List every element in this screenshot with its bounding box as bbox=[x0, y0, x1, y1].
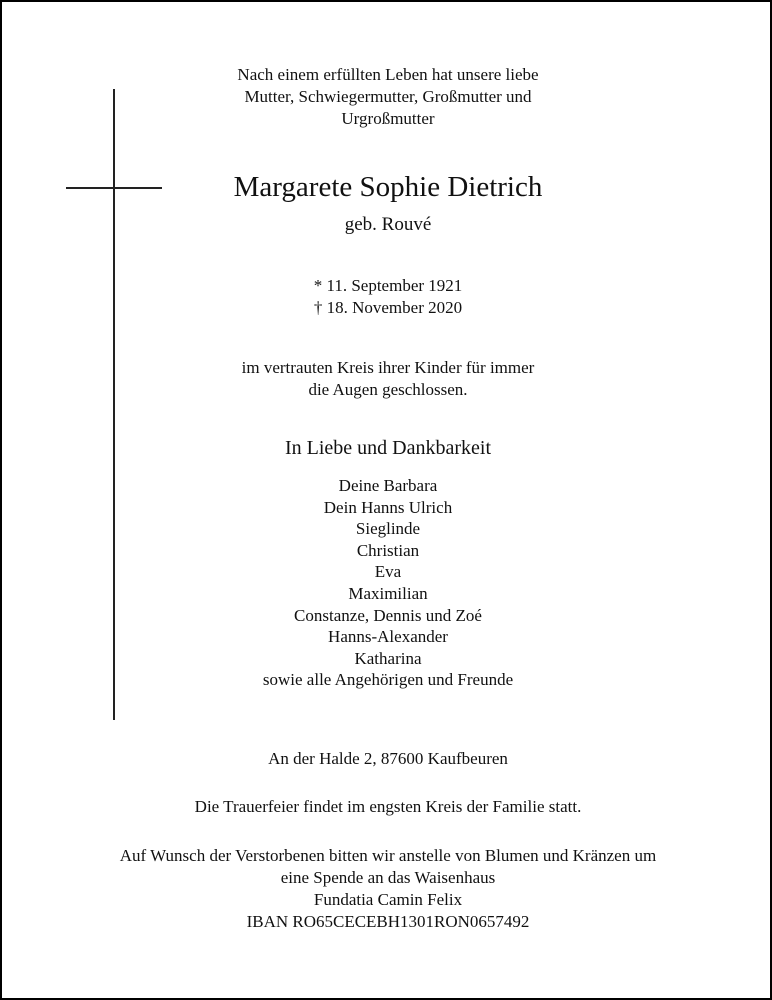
life-dates bbox=[188, 275, 588, 319]
iban: IBAN RO65CECEBH1301RON0657492 bbox=[246, 912, 530, 931]
intro-line: Nach einem erfüllten Leben hat unsere liebe bbox=[237, 65, 539, 84]
mourner-name: Sieglinde bbox=[355, 519, 421, 539]
donation-line: eine Spende an das Waisenhaus bbox=[280, 868, 496, 887]
mourner-name: Dein Hanns Ulrich bbox=[323, 497, 453, 517]
mourner-name: Maximilian bbox=[348, 583, 428, 603]
mourner-name: Christian bbox=[356, 540, 420, 560]
mourners-list bbox=[188, 475, 588, 691]
mourner-name: Katharina bbox=[354, 648, 422, 668]
intro-line: Mutter, Schwiegermutter, Großmutter und bbox=[244, 87, 532, 106]
funeral-note: Die Trauerfeier findet im engsten Kreis der Familie statt. bbox=[194, 797, 582, 816]
closing-line: im vertrauten Kreis ihrer Kinder für immer bbox=[241, 358, 535, 377]
mourner-name: Deine Barbara bbox=[338, 476, 438, 495]
donation-line: Fundatia Camin Felix bbox=[313, 890, 463, 909]
donation-line: Auf Wunsch der Verstorbenen bitten wir anstelle von Blumen und Kränzen um bbox=[119, 846, 657, 865]
address: An der Halde 2, 87600 Kaufbeuren bbox=[268, 749, 508, 768]
maiden-name: geb. Rouvé bbox=[344, 214, 432, 235]
deceased-name: Margarete Sophie Dietrich bbox=[233, 171, 543, 203]
closing-line: die Augen geschlossen. bbox=[308, 380, 468, 399]
death-date: † 18. November 2020 bbox=[313, 298, 463, 317]
mourner-name: Eva bbox=[374, 562, 402, 582]
mourner-name: Hanns-Alexander bbox=[328, 627, 448, 647]
cross-vertical-beam bbox=[113, 89, 115, 720]
closing-text bbox=[188, 357, 588, 401]
mourner-name: Constanze, Dennis und Zoé bbox=[294, 605, 482, 625]
mourner-name: sowie alle Angehörigen und Freunde bbox=[262, 670, 514, 690]
birth-date: * 11. September 1921 bbox=[313, 276, 463, 295]
gratitude-heading: In Liebe und Dankbarkeit bbox=[284, 437, 492, 459]
intro-text bbox=[188, 64, 588, 130]
donation-request bbox=[38, 845, 738, 933]
intro-line: Urgroßmutter bbox=[341, 109, 435, 128]
